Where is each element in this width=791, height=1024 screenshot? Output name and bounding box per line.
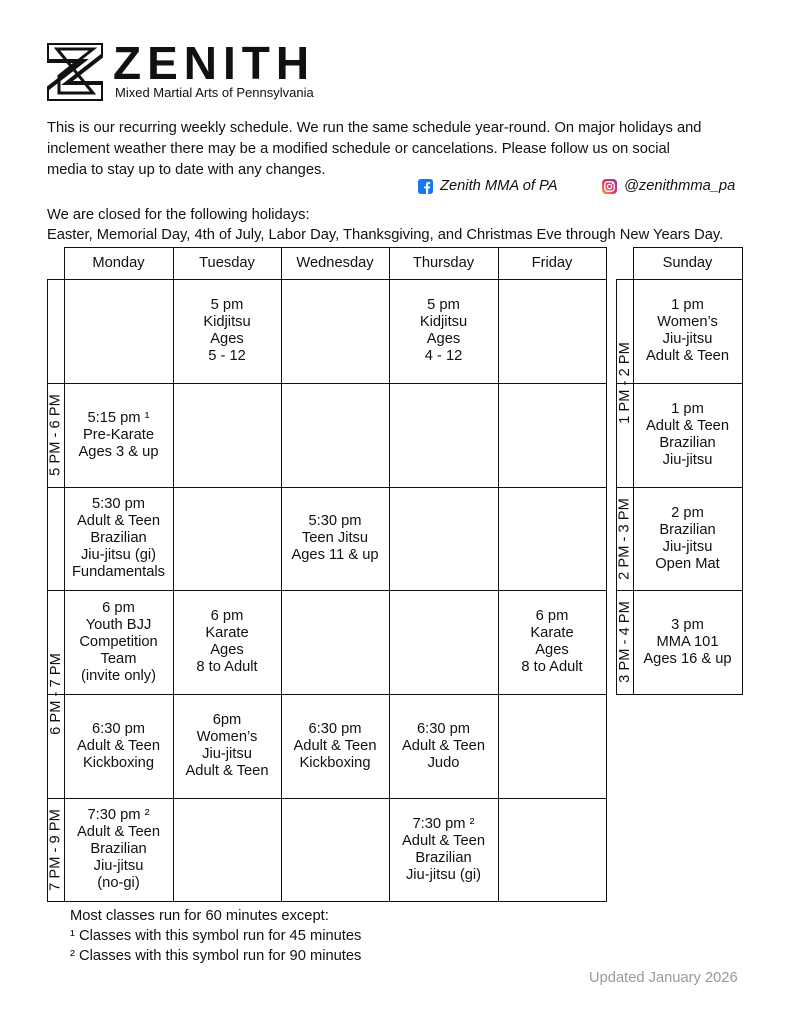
schedule-cell: [173, 383, 281, 487]
class-text-line: 4 - 12: [424, 348, 463, 364]
class-text-line: Competition: [79, 633, 158, 650]
schedule-cell: [64, 590, 173, 694]
class-text-line: Brazilian: [659, 435, 716, 451]
class-text-line: 1 pm: [671, 401, 704, 417]
day-header-sunday: Sunday: [662, 255, 713, 271]
schedule-cell: [173, 487, 281, 590]
zenith-logo-icon: [47, 43, 103, 101]
sunday-schedule-cell: [633, 279, 742, 383]
class-text-line: Jiu-jitsu: [662, 331, 713, 347]
class-text-line: Brazilian: [90, 530, 147, 546]
class-text-line: Brazilian: [90, 841, 147, 857]
class-text-line: Adult & Teen: [645, 418, 730, 434]
schedule-cell: [498, 487, 606, 590]
footnote-90-min: ² Classes with this symbol run for 90 minutes: [70, 948, 362, 964]
schedule-cell: [389, 590, 498, 694]
class-text-line: Team: [100, 650, 137, 667]
time-slot-label: 2 PM - 3 PM: [616, 497, 633, 580]
time-slot-label: 5 PM - 6 PM: [47, 393, 64, 476]
class-text-line: 5 pm: [210, 297, 244, 313]
class-text-line: MMA 101: [656, 633, 719, 650]
schedule-cell: [498, 798, 606, 901]
sunday-schedule-cell: [633, 590, 742, 694]
class-text-line: 6:30 pm: [416, 720, 471, 737]
class-text-line: Women’s: [657, 314, 718, 330]
class-text-line: (no-gi): [97, 875, 140, 891]
class-text-line: 6 pm: [102, 599, 135, 616]
intro-line: media to stay up to date with any changes.: [47, 162, 326, 178]
class-text-line: 7:30 pm ²: [87, 807, 150, 823]
schedule-cell: [498, 279, 606, 383]
duration-note: Most classes run for 60 minutes except:: [70, 908, 329, 924]
grid-line: [64, 247, 606, 248]
class-text-line: Jiu-jitsu: [93, 858, 144, 874]
day-header-monday: Monday: [92, 255, 145, 271]
intro-text: [47, 118, 757, 181]
schedule-cell: [281, 383, 389, 487]
grid-line: [47, 901, 607, 902]
grid-line: [606, 247, 607, 901]
schedule-cell: [64, 487, 173, 590]
schedule-cell: [389, 279, 498, 383]
class-text-line: Adult & Teen: [401, 832, 486, 849]
class-text-line: 3 pm: [671, 616, 704, 633]
class-text-line: 5 pm: [427, 297, 460, 313]
class-text-line: 6:30 pm: [91, 720, 146, 737]
class-text-line: 2 pm: [671, 504, 704, 521]
class-text-line: Adult & Teen: [76, 824, 161, 840]
instagram-link[interactable]: [602, 176, 735, 196]
schedule-cell: [64, 279, 173, 383]
sunday-schedule-cell: [633, 487, 742, 590]
class-text-line: Judo: [427, 754, 460, 771]
schedule-cell: [389, 383, 498, 487]
day-header-friday: Friday: [531, 255, 573, 271]
schedule-cell: [281, 694, 389, 798]
class-text-line: Teen Jitsu: [301, 530, 369, 546]
day-header-thursday: Thursday: [412, 255, 475, 271]
class-text-line: Ages 16 & up: [643, 650, 732, 667]
schedule-cell: [173, 798, 281, 901]
schedule-cell: [281, 798, 389, 901]
class-text-line: Ages 11 & up: [291, 547, 379, 563]
time-slot-label: 7 PM - 9 PM: [47, 808, 64, 891]
schedule-cell: [281, 590, 389, 694]
intro-line: inclement weather there may be a modified schedule or cancelations. Please follow us on social: [47, 141, 670, 157]
class-text-line: Jiu-jitsu (gi): [405, 866, 482, 883]
schedule-cell: [281, 487, 389, 590]
intro-line: This is our recurring weekly schedule. We run the same schedule year-round. On major holidays and: [47, 120, 702, 136]
class-text-line: Karate: [530, 625, 574, 641]
schedule-cell: [64, 798, 173, 901]
brand-name: ZENITH: [113, 37, 316, 89]
class-text-line: 5:30 pm: [91, 496, 146, 512]
sunday-schedule-cell: [633, 383, 742, 487]
class-text-line: Kidjitsu: [203, 314, 251, 330]
class-text-line: 6:30 pm: [308, 720, 362, 737]
class-text-line: Jiu-jitsu (gi): [80, 547, 157, 563]
schedule-cell: [498, 694, 606, 798]
class-text-line: Women’s: [196, 729, 258, 745]
class-text-line: Brazilian: [415, 849, 472, 866]
closed-holidays-title: We are closed for the following holidays:: [47, 207, 310, 223]
class-text-line: Fundamentals: [71, 564, 166, 580]
class-text-line: Adult & Teen: [645, 348, 730, 364]
day-header-tuesday: Tuesday: [199, 255, 255, 271]
class-text-line: Karate: [205, 625, 249, 641]
class-text-line: Youth BJJ: [85, 616, 152, 633]
class-text-line: Adult & Teen: [185, 763, 269, 779]
time-slot-label: 1 PM - 2 PM: [616, 342, 633, 424]
class-text-line: 7:30 pm ²: [412, 815, 475, 832]
time-slot-label: 3 PM - 4 PM: [616, 601, 633, 683]
class-text-line: 8 to Adult: [196, 659, 258, 675]
schedule-cell: [64, 694, 173, 798]
class-text-line: 8 to Adult: [521, 659, 583, 675]
class-text-line: Ages 3 & up: [78, 443, 159, 460]
grid-line: [616, 694, 743, 695]
class-text-line: 6 pm: [535, 608, 569, 624]
class-text-line: Adult & Teen: [401, 737, 486, 754]
brand-tagline: Mixed Martial Arts of Pennsylvania: [115, 85, 314, 100]
class-text-line: Kickboxing: [82, 754, 155, 771]
class-text-line: Ages: [426, 331, 461, 347]
class-text-line: Adult & Teen: [293, 737, 377, 754]
class-text-line: Kidjitsu: [419, 314, 468, 330]
grid-line: [633, 247, 743, 248]
facebook-handle: Zenith MMA of PA: [440, 178, 558, 194]
schedule-cell: [64, 383, 173, 487]
class-text-line: Adult & Teen: [76, 513, 161, 529]
class-text-line: 6 pm: [210, 608, 244, 624]
class-text-line: 1 pm: [671, 297, 704, 313]
facebook-icon: [418, 179, 433, 194]
instagram-handle: @zenithmma_pa: [624, 178, 736, 194]
time-slot-label: 6 PM - 7 PM: [47, 653, 64, 735]
closed-holidays-list: Easter, Memorial Day, 4th of July, Labor Day, Thanksgiving, and Christmas Eve through New Years Day.: [47, 227, 724, 243]
updated-date: Updated January 2026: [589, 970, 738, 986]
class-text-line: 5:15 pm ¹: [87, 409, 150, 426]
instagram-icon: [602, 179, 617, 194]
class-text-line: Ages: [210, 642, 244, 658]
schedule-cell: [281, 279, 389, 383]
schedule-cell: [389, 694, 498, 798]
schedule-cell: [173, 279, 281, 383]
class-text-line: Pre-Karate: [82, 426, 155, 443]
class-text-line: Kickboxing: [299, 754, 371, 771]
class-text-line: Adult & Teen: [76, 737, 161, 754]
schedule-cell: [173, 694, 281, 798]
schedule-cell: [173, 590, 281, 694]
class-text-line: Jiu-jitsu: [202, 746, 252, 762]
schedule-cell: [389, 487, 498, 590]
class-text-line: 5:30 pm: [308, 513, 362, 529]
schedule-cell: [498, 383, 606, 487]
footnote-45-min: ¹ Classes with this symbol run for 45 minutes: [70, 928, 362, 944]
class-text-line: Ages: [210, 331, 244, 347]
schedule-cell: [389, 798, 498, 901]
class-text-line: 5 - 12: [208, 348, 246, 364]
day-header-wednesday: Wednesday: [296, 255, 374, 271]
grid-line: [742, 247, 743, 694]
class-text-line: 6pm: [212, 712, 242, 728]
schedule-cell: [498, 590, 606, 694]
class-text-line: (invite only): [80, 667, 157, 684]
class-text-line: Open Mat: [655, 555, 720, 572]
facebook-link[interactable]: [418, 176, 558, 196]
class-text-line: Jiu-jitsu: [662, 452, 713, 468]
class-text-line: Jiu-jitsu: [662, 538, 713, 555]
class-text-line: Brazilian: [659, 521, 716, 538]
class-text-line: Ages: [535, 642, 569, 658]
